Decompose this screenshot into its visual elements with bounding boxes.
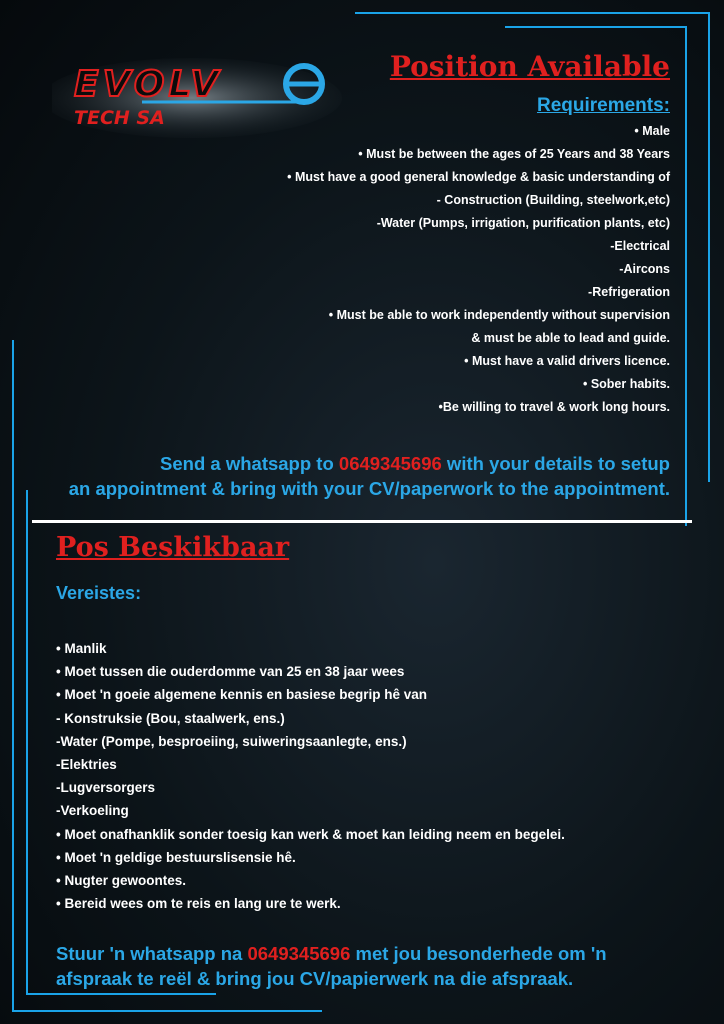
list-item: • Must be able to work independently without supervision xyxy=(328,308,670,322)
list-item: -Aircons xyxy=(619,262,670,276)
frame-line-right-outer xyxy=(708,12,710,482)
list-item: • Must be between the ages of 25 Years and 38 Years xyxy=(358,147,670,161)
section-divider xyxy=(32,520,692,523)
svg-text:TECH SA: TECH SA xyxy=(74,107,165,129)
frame-line-left-outer xyxy=(12,340,14,1012)
frame-line-right-inner xyxy=(685,26,687,526)
list-item: -Elektries xyxy=(56,757,117,773)
list-item: • Manlik xyxy=(56,641,107,656)
list-item: -Water (Pumps, irrigation, purification plants, etc) xyxy=(376,216,670,230)
list-item: • Bereid wees om te reis en lang ure te werk. xyxy=(56,896,341,912)
afrikaans-call-to-action xyxy=(56,941,607,991)
frame-line-bottom-outer xyxy=(12,1010,322,1012)
list-item: •Be willing to travel & work long hours. xyxy=(438,400,670,414)
list-item: -Water (Pompe, besproeiing, suiweringsaanlegte, ens.) xyxy=(56,733,407,749)
frame-line-left-inner xyxy=(26,490,28,994)
list-item: • Moet 'n goeie algemene kennis en basiese begrip hê van xyxy=(56,687,428,703)
cta-line-1 xyxy=(56,941,607,966)
phone-number[interactable]: 0649345696 xyxy=(338,453,442,474)
list-item: -Electrical xyxy=(610,239,670,253)
vereistes-heading: Vereistes: xyxy=(56,583,142,603)
list-item: • Must have a valid drivers licence. xyxy=(464,354,670,368)
requirements-heading: Requirements: xyxy=(536,95,670,116)
afrikaans-section xyxy=(56,532,289,604)
list-item: • Moet onafhanklik sonder toesig kan werk & moet kan leiding neem en begelei. xyxy=(56,826,565,842)
list-item: -Lugversorgers xyxy=(56,780,156,796)
list-item: - Construction (Building, steelwork,etc) xyxy=(436,193,670,207)
list-item: -Refrigeration xyxy=(588,285,670,299)
pos-beskikbaar-title: Pos Beskikbaar xyxy=(56,532,290,563)
list-item: • Moet tussen die ouderdomme van 25 en 38 jaar wees xyxy=(56,664,405,680)
vereistes-list xyxy=(56,637,565,915)
cta-line-1 xyxy=(69,451,670,476)
frame-line-top-outer xyxy=(355,12,710,14)
phone-number[interactable]: 0649345696 xyxy=(247,943,351,964)
list-item: & must be able to lead and guide. xyxy=(471,331,670,345)
list-item: -Verkoeling xyxy=(56,803,129,819)
frame-line-bottom-inner xyxy=(26,993,216,995)
list-item: • Male xyxy=(634,124,670,138)
english-call-to-action xyxy=(69,451,670,501)
cta-line-2: an appointment & bring with your CV/paperwork to the appointment. xyxy=(68,478,670,499)
list-item: - Konstruksie (Bou, staalwerk, ens.) xyxy=(56,710,285,726)
cta-text: met jou besonderhede om 'n xyxy=(350,943,607,964)
frame-line-top-inner xyxy=(505,26,687,28)
position-available-title: Position Available xyxy=(389,50,670,83)
svg-text:EVOLV: EVOLV xyxy=(74,64,223,105)
cta-text: Stuur 'n whatsapp na xyxy=(56,943,248,964)
list-item: • Nugter gewoontes. xyxy=(56,873,186,889)
list-item: • Must have a good general knowledge & basic understanding of xyxy=(287,170,670,184)
cta-text: with your details to setup xyxy=(441,453,670,474)
requirements-list xyxy=(287,120,670,419)
cta-line-2: afspraak te reël & bring jou CV/papierwerk na die afspraak. xyxy=(56,968,574,989)
list-item: • Moet 'n geldige bestuurslisensie hê. xyxy=(56,849,296,865)
cta-text: Send a whatsapp to xyxy=(160,453,339,474)
list-item: • Sober habits. xyxy=(582,377,670,391)
english-section xyxy=(287,50,670,419)
